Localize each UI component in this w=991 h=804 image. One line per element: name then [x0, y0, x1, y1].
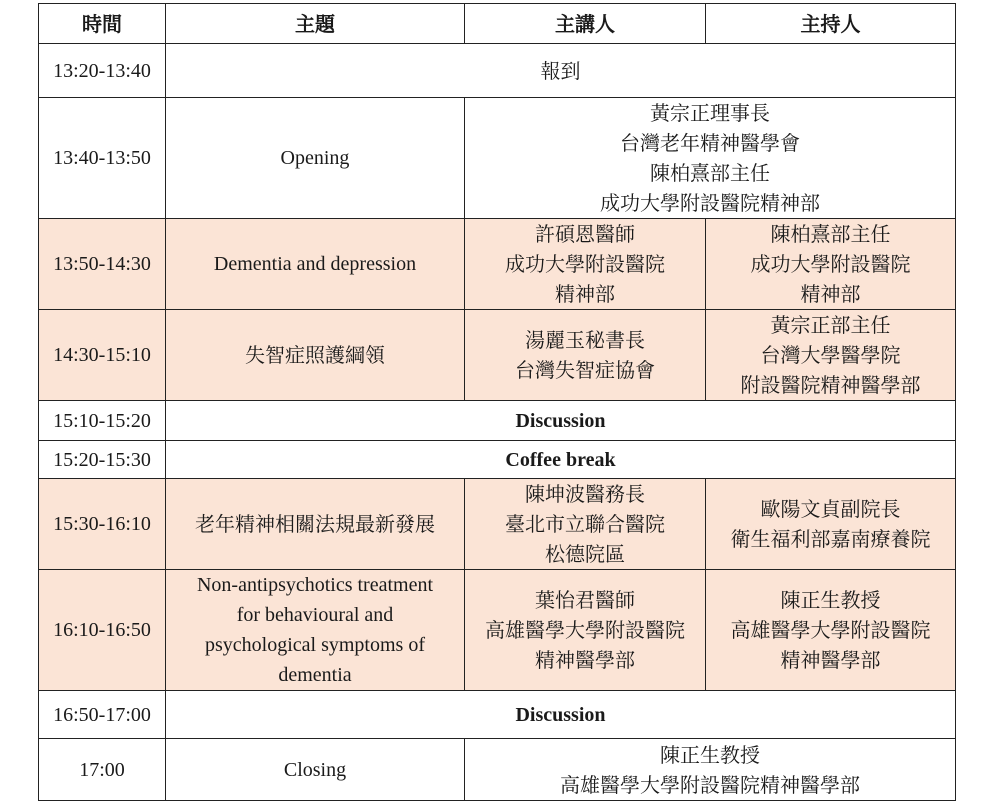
table-row	[39, 219, 956, 310]
topic-line: Closing	[283, 758, 347, 781]
moderator-line: 衛生福利部嘉南療養院	[730, 527, 931, 551]
moderator-line: 歐陽文貞副院長	[760, 497, 901, 521]
speaker-line: 湯麗玉秘書長	[525, 328, 645, 352]
topic-cell	[166, 479, 465, 570]
opening-hosts-cell	[465, 98, 956, 219]
moderator-line: 精神醫學部	[780, 648, 881, 672]
table-row	[39, 98, 956, 219]
moderator-line: 台灣大學醫學院	[760, 343, 901, 367]
discussion-cell: Discussion	[166, 401, 956, 441]
time-cell: 13:40-13:50	[39, 98, 166, 219]
table-row	[39, 44, 956, 98]
host-line: 黃宗正理事長	[650, 101, 770, 125]
table-row	[39, 441, 956, 479]
topic-line: psychological symptoms of	[205, 634, 425, 656]
topic-line: Opening	[280, 147, 350, 169]
moderator-cell	[706, 219, 956, 310]
speaker-cell	[465, 570, 706, 691]
table-row	[39, 691, 956, 739]
table-row	[39, 739, 956, 801]
speaker-cell	[465, 310, 706, 401]
moderator-line: 附設醫院精神醫學部	[740, 373, 921, 397]
topic-line: dementia	[278, 664, 352, 686]
topic-line: Non-antipsychotics treatment	[196, 574, 434, 596]
coffee-break-cell: Coffee break	[166, 441, 956, 479]
host-line: 陳正生教授	[660, 742, 760, 767]
header-time: 時間	[39, 4, 166, 44]
time-cell: 15:10-15:20	[39, 401, 166, 441]
time-cell: 15:30-16:10	[39, 479, 166, 570]
time-cell: 14:30-15:10	[39, 310, 166, 401]
topic-cell	[166, 739, 465, 801]
time-cell: 16:10-16:50	[39, 570, 166, 691]
topic-cell	[166, 219, 465, 310]
speaker-line: 許碩恩醫師	[535, 222, 635, 246]
schedule-table	[38, 3, 956, 801]
speaker-line: 高雄醫學大學附設醫院	[485, 618, 685, 642]
speaker-cell	[465, 479, 706, 570]
host-line: 成功大學附設醫院精神部	[600, 191, 820, 215]
topic-cell	[166, 310, 465, 401]
moderator-line: 陳正生教授	[780, 588, 881, 612]
registration-cell: 報到	[166, 44, 956, 98]
time-cell: 17:00	[39, 739, 166, 801]
closing-hosts-cell	[465, 739, 956, 801]
topic-line: Dementia and depression	[213, 253, 417, 275]
moderator-line: 高雄醫學大學附設醫院	[730, 618, 931, 642]
moderator-line: 精神部	[800, 282, 861, 306]
topic-line: for behavioural and	[236, 604, 394, 626]
speaker-line: 成功大學附設醫院	[505, 252, 665, 276]
discussion-cell: Discussion	[166, 691, 956, 739]
speaker-line: 臺北市立聯合醫院	[505, 512, 665, 536]
speaker-line: 陳坤波醫務長	[525, 482, 645, 506]
host-line: 陳柏熹部主任	[650, 161, 770, 185]
speaker-cell	[465, 219, 706, 310]
header-speaker: 主講人	[465, 4, 706, 44]
time-cell: 15:20-15:30	[39, 441, 166, 479]
moderator-cell	[706, 570, 956, 691]
moderator-line: 陳柏熹部主任	[770, 222, 891, 246]
topic-line: 老年精神相關法規最新發展	[195, 512, 435, 536]
moderator-cell	[706, 479, 956, 570]
host-line: 台灣老年精神醫學會	[620, 131, 800, 155]
speaker-line: 台灣失智症協會	[515, 358, 655, 382]
header-row	[39, 4, 956, 44]
time-cell: 13:20-13:40	[39, 44, 166, 98]
moderator-line: 黃宗正部主任	[770, 313, 891, 337]
topic-line: 失智症照護綱領	[245, 343, 385, 367]
speaker-line: 精神部	[555, 282, 615, 306]
moderator-line: 成功大學附設醫院	[750, 252, 911, 276]
header-topic: 主題	[166, 4, 465, 44]
table-row	[39, 570, 956, 691]
time-cell: 13:50-14:30	[39, 219, 166, 310]
topic-cell	[166, 570, 465, 691]
speaker-line: 松德院區	[545, 542, 625, 566]
time-cell: 16:50-17:00	[39, 691, 166, 739]
host-line: 高雄醫學大學附設醫院精神醫學部	[560, 772, 860, 797]
table-row	[39, 479, 956, 570]
moderator-cell	[706, 310, 956, 401]
header-moderator: 主持人	[706, 4, 956, 44]
table-row	[39, 401, 956, 441]
speaker-line: 精神醫學部	[535, 648, 635, 672]
speaker-line: 葉怡君醫師	[535, 588, 635, 612]
table-row	[39, 310, 956, 401]
topic-cell	[166, 98, 465, 219]
